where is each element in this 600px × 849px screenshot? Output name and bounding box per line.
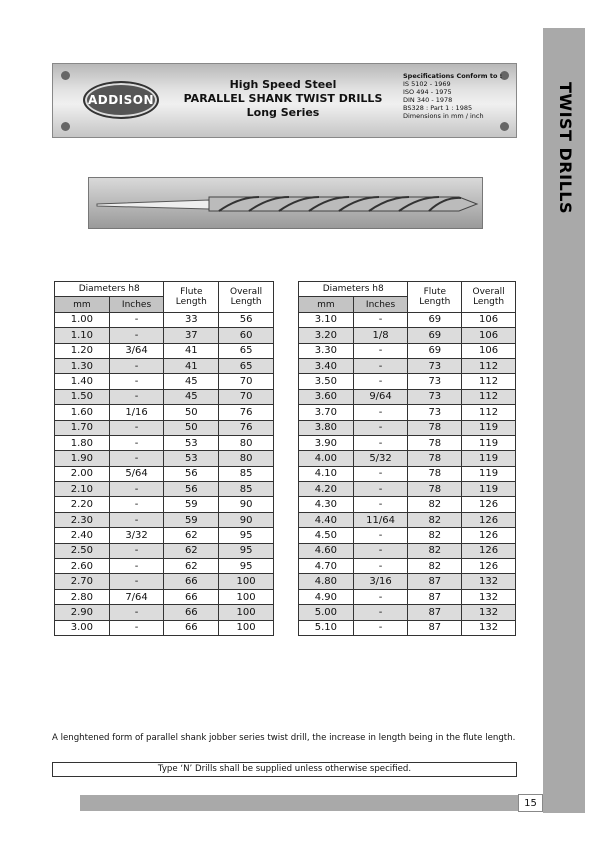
cell-mm: 4.30 bbox=[299, 497, 354, 512]
cell-mm: 2.60 bbox=[55, 559, 110, 574]
cell-flute: 59 bbox=[164, 512, 219, 527]
page-number: 15 bbox=[518, 794, 543, 812]
cell-overall: 126 bbox=[462, 543, 516, 558]
table-row bbox=[55, 543, 274, 558]
cell-flute: 62 bbox=[164, 528, 219, 543]
footer-bar bbox=[80, 795, 543, 811]
cell-flute: 45 bbox=[164, 374, 219, 389]
cell-inches: - bbox=[109, 559, 164, 574]
cell-inches: - bbox=[353, 420, 408, 435]
cell-overall: 106 bbox=[462, 343, 516, 358]
table-row bbox=[55, 620, 274, 635]
cell-flute: 59 bbox=[164, 497, 219, 512]
cell-mm: 3.70 bbox=[299, 405, 354, 420]
cell-inches: 3/64 bbox=[109, 343, 164, 358]
cell-overall: 95 bbox=[219, 528, 274, 543]
cell-flute: 78 bbox=[408, 466, 462, 481]
cell-mm: 3.50 bbox=[299, 374, 354, 389]
spec-line: BS328 : Part 1 : 1985 bbox=[403, 104, 473, 112]
cell-flute: 41 bbox=[164, 358, 219, 373]
cell-flute: 87 bbox=[408, 574, 462, 589]
cell-flute: 73 bbox=[408, 389, 462, 404]
cell-inches: 3/16 bbox=[353, 574, 408, 589]
cell-mm: 1.80 bbox=[55, 435, 110, 450]
cell-mm: 1.90 bbox=[55, 451, 110, 466]
cell-inches: - bbox=[353, 405, 408, 420]
cell-inches: - bbox=[109, 482, 164, 497]
col-inches: Inches bbox=[353, 297, 408, 312]
cell-mm: 2.00 bbox=[55, 466, 110, 481]
spec-line: DIN 340 - 1978 bbox=[403, 96, 453, 104]
cell-overall: 70 bbox=[219, 374, 274, 389]
cell-mm: 2.80 bbox=[55, 589, 110, 604]
cell-overall: 85 bbox=[219, 466, 274, 481]
cell-mm: 3.40 bbox=[299, 358, 354, 373]
cell-mm: 1.60 bbox=[55, 405, 110, 420]
cell-overall: 132 bbox=[462, 620, 516, 635]
table-row bbox=[299, 543, 516, 558]
cell-overall: 70 bbox=[219, 389, 274, 404]
cell-inches: 3/32 bbox=[109, 528, 164, 543]
table-row bbox=[299, 497, 516, 512]
cell-flute: 53 bbox=[164, 451, 219, 466]
table-row bbox=[299, 420, 516, 435]
table-row bbox=[55, 482, 274, 497]
cell-overall: 106 bbox=[462, 328, 516, 343]
cell-mm: 5.10 bbox=[299, 620, 354, 635]
cell-inches: - bbox=[109, 435, 164, 450]
cell-inches: - bbox=[353, 435, 408, 450]
cell-mm: 4.70 bbox=[299, 559, 354, 574]
cell-flute: 82 bbox=[408, 497, 462, 512]
cell-mm: 2.10 bbox=[55, 482, 110, 497]
cell-flute: 82 bbox=[408, 512, 462, 527]
cell-mm: 1.50 bbox=[55, 389, 110, 404]
table-row bbox=[55, 497, 274, 512]
table-row bbox=[299, 435, 516, 450]
cell-flute: 78 bbox=[408, 451, 462, 466]
screw-icon bbox=[500, 122, 509, 131]
cell-mm: 5.00 bbox=[299, 605, 354, 620]
cell-flute: 87 bbox=[408, 589, 462, 604]
cell-overall: 90 bbox=[219, 497, 274, 512]
table-row bbox=[55, 589, 274, 604]
cell-flute: 53 bbox=[164, 435, 219, 450]
cell-overall: 76 bbox=[219, 405, 274, 420]
cell-flute: 78 bbox=[408, 420, 462, 435]
table-row bbox=[299, 466, 516, 481]
col-flute-length: Flute Length bbox=[408, 282, 462, 313]
table-row bbox=[55, 343, 274, 358]
cell-mm: 3.30 bbox=[299, 343, 354, 358]
cell-mm: 3.60 bbox=[299, 389, 354, 404]
cell-inches: 1/8 bbox=[353, 328, 408, 343]
cell-overall: 100 bbox=[219, 589, 274, 604]
table-row bbox=[55, 328, 274, 343]
cell-overall: 106 bbox=[462, 312, 516, 327]
table-row bbox=[55, 559, 274, 574]
table-row bbox=[299, 374, 516, 389]
table-row bbox=[55, 451, 274, 466]
cell-flute: 69 bbox=[408, 328, 462, 343]
cell-overall: 119 bbox=[462, 451, 516, 466]
cell-flute: 37 bbox=[164, 328, 219, 343]
table-row bbox=[299, 389, 516, 404]
screw-icon bbox=[61, 71, 70, 80]
cell-overall: 65 bbox=[219, 343, 274, 358]
table-row bbox=[299, 451, 516, 466]
cell-flute: 73 bbox=[408, 374, 462, 389]
table-row bbox=[299, 589, 516, 604]
cell-overall: 112 bbox=[462, 389, 516, 404]
cell-inches: - bbox=[353, 605, 408, 620]
cell-overall: 100 bbox=[219, 620, 274, 635]
table-row bbox=[55, 312, 274, 327]
col-mm: mm bbox=[55, 297, 110, 312]
cell-flute: 33 bbox=[164, 312, 219, 327]
cell-overall: 132 bbox=[462, 589, 516, 604]
table-row bbox=[55, 466, 274, 481]
cell-inches: - bbox=[109, 605, 164, 620]
cell-overall: 56 bbox=[219, 312, 274, 327]
cell-inches: 5/32 bbox=[353, 451, 408, 466]
cell-overall: 90 bbox=[219, 512, 274, 527]
cell-inches: - bbox=[109, 497, 164, 512]
spec-line: Dimensions in mm / inch bbox=[403, 112, 484, 120]
cell-inches: - bbox=[109, 451, 164, 466]
cell-overall: 95 bbox=[219, 559, 274, 574]
cell-mm: 4.50 bbox=[299, 528, 354, 543]
cell-flute: 82 bbox=[408, 559, 462, 574]
note-box: Type ‘N’ Drills shall be supplied unless otherwise specified. bbox=[52, 762, 517, 777]
cell-flute: 66 bbox=[164, 620, 219, 635]
screw-icon bbox=[61, 122, 70, 131]
table-row bbox=[55, 358, 274, 373]
cell-mm: 3.80 bbox=[299, 420, 354, 435]
footnote: A lenghtened form of parallel shank jobber series twist drill, the increase in length being in the flute length. bbox=[52, 733, 516, 743]
table-row bbox=[55, 435, 274, 450]
cell-mm: 3.10 bbox=[299, 312, 354, 327]
col-diameters: Diameters h8 bbox=[55, 282, 164, 297]
cell-overall: 126 bbox=[462, 559, 516, 574]
col-inches: Inches bbox=[109, 297, 164, 312]
cell-flute: 87 bbox=[408, 620, 462, 635]
cell-overall: 119 bbox=[462, 482, 516, 497]
cell-overall: 85 bbox=[219, 482, 274, 497]
cell-inches: - bbox=[109, 389, 164, 404]
cell-flute: 50 bbox=[164, 405, 219, 420]
cell-inches: - bbox=[353, 589, 408, 604]
table-row bbox=[55, 574, 274, 589]
cell-inches: - bbox=[353, 543, 408, 558]
cell-inches: - bbox=[109, 543, 164, 558]
cell-inches: - bbox=[109, 358, 164, 373]
cell-inches: - bbox=[353, 559, 408, 574]
cell-flute: 69 bbox=[408, 312, 462, 327]
cell-mm: 1.00 bbox=[55, 312, 110, 327]
spec-line: IS 5102 - 1969 bbox=[403, 80, 451, 88]
table-row bbox=[299, 405, 516, 420]
cell-inches: - bbox=[353, 620, 408, 635]
spec-line: ISO 494 - 1975 bbox=[403, 88, 452, 96]
col-overall-length: Overall Length bbox=[219, 282, 274, 313]
cell-mm: 1.10 bbox=[55, 328, 110, 343]
specifications bbox=[403, 72, 502, 120]
cell-inches: - bbox=[353, 374, 408, 389]
table-row bbox=[55, 605, 274, 620]
table-row bbox=[55, 405, 274, 420]
col-diameters: Diameters h8 bbox=[299, 282, 408, 297]
cell-mm: 1.70 bbox=[55, 420, 110, 435]
cell-inches: - bbox=[109, 312, 164, 327]
cell-inches: - bbox=[353, 497, 408, 512]
twist-drill-icon bbox=[89, 178, 482, 228]
cell-overall: 126 bbox=[462, 528, 516, 543]
cell-flute: 56 bbox=[164, 466, 219, 481]
cell-overall: 132 bbox=[462, 605, 516, 620]
cell-overall: 80 bbox=[219, 435, 274, 450]
cell-overall: 119 bbox=[462, 420, 516, 435]
cell-mm: 3.20 bbox=[299, 328, 354, 343]
cell-flute: 62 bbox=[164, 543, 219, 558]
cell-overall: 126 bbox=[462, 512, 516, 527]
cell-flute: 56 bbox=[164, 482, 219, 497]
cell-mm: 4.90 bbox=[299, 589, 354, 604]
cell-overall: 126 bbox=[462, 497, 516, 512]
cell-mm: 1.40 bbox=[55, 374, 110, 389]
cell-overall: 112 bbox=[462, 374, 516, 389]
cell-inches: - bbox=[353, 312, 408, 327]
cell-flute: 87 bbox=[408, 605, 462, 620]
table-row bbox=[299, 358, 516, 373]
cell-flute: 73 bbox=[408, 405, 462, 420]
cell-flute: 82 bbox=[408, 528, 462, 543]
cell-inches: - bbox=[353, 466, 408, 481]
cell-inches: - bbox=[353, 343, 408, 358]
table-row bbox=[299, 343, 516, 358]
cell-inches: - bbox=[109, 512, 164, 527]
col-overall-length: Overall Length bbox=[462, 282, 516, 313]
col-flute-length: Flute Length bbox=[164, 282, 219, 313]
cell-flute: 73 bbox=[408, 358, 462, 373]
cell-flute: 50 bbox=[164, 420, 219, 435]
cell-overall: 95 bbox=[219, 543, 274, 558]
cell-inches: - bbox=[353, 482, 408, 497]
cell-mm: 2.40 bbox=[55, 528, 110, 543]
cell-mm: 4.40 bbox=[299, 512, 354, 527]
sidebar-title: TWIST DRILLS bbox=[556, 82, 575, 214]
cell-flute: 69 bbox=[408, 343, 462, 358]
specs-title: Specifications Conform to : bbox=[403, 72, 503, 80]
cell-mm: 4.20 bbox=[299, 482, 354, 497]
cell-overall: 100 bbox=[219, 574, 274, 589]
cell-inches: 9/64 bbox=[353, 389, 408, 404]
table-row bbox=[55, 420, 274, 435]
cell-mm: 2.30 bbox=[55, 512, 110, 527]
title-line-3: Long Series bbox=[246, 106, 320, 119]
cell-flute: 66 bbox=[164, 574, 219, 589]
cell-flute: 45 bbox=[164, 389, 219, 404]
table-row bbox=[299, 528, 516, 543]
cell-mm: 4.00 bbox=[299, 451, 354, 466]
cell-flute: 82 bbox=[408, 543, 462, 558]
table-row bbox=[299, 512, 516, 527]
cell-flute: 41 bbox=[164, 343, 219, 358]
twist-drill-photo bbox=[88, 177, 483, 229]
table-row bbox=[299, 482, 516, 497]
cell-inches: 1/16 bbox=[109, 405, 164, 420]
table-row bbox=[55, 374, 274, 389]
page-title bbox=[173, 78, 393, 120]
cell-inches: - bbox=[109, 328, 164, 343]
title-line-2: PARALLEL SHANK TWIST DRILLS bbox=[183, 92, 383, 105]
cell-mm: 1.20 bbox=[55, 343, 110, 358]
cell-overall: 112 bbox=[462, 358, 516, 373]
cell-mm: 2.20 bbox=[55, 497, 110, 512]
table-row bbox=[55, 528, 274, 543]
table-row bbox=[299, 559, 516, 574]
table-row bbox=[55, 389, 274, 404]
table-row bbox=[55, 512, 274, 527]
title-line-1: High Speed Steel bbox=[229, 78, 337, 91]
cell-inches: 7/64 bbox=[109, 589, 164, 604]
table-row bbox=[299, 605, 516, 620]
cell-mm: 2.90 bbox=[55, 605, 110, 620]
cell-overall: 65 bbox=[219, 358, 274, 373]
cell-overall: 76 bbox=[219, 420, 274, 435]
cell-inches: - bbox=[353, 358, 408, 373]
cell-flute: 62 bbox=[164, 559, 219, 574]
table-row bbox=[299, 328, 516, 343]
cell-inches: - bbox=[109, 574, 164, 589]
table-row bbox=[299, 312, 516, 327]
cell-overall: 80 bbox=[219, 451, 274, 466]
table-row bbox=[299, 574, 516, 589]
addison-logo: ADDISON bbox=[83, 81, 159, 119]
cell-inches: - bbox=[109, 420, 164, 435]
cell-mm: 1.30 bbox=[55, 358, 110, 373]
cell-overall: 60 bbox=[219, 328, 274, 343]
cell-flute: 66 bbox=[164, 589, 219, 604]
cell-inches: 5/64 bbox=[109, 466, 164, 481]
cell-mm: 4.80 bbox=[299, 574, 354, 589]
cell-mm: 4.10 bbox=[299, 466, 354, 481]
col-mm: mm bbox=[299, 297, 354, 312]
cell-inches: - bbox=[353, 528, 408, 543]
cell-overall: 132 bbox=[462, 574, 516, 589]
header-plate bbox=[52, 63, 517, 138]
cell-flute: 78 bbox=[408, 435, 462, 450]
cell-mm: 2.70 bbox=[55, 574, 110, 589]
cell-inches: - bbox=[109, 374, 164, 389]
cell-inches: 11/64 bbox=[353, 512, 408, 527]
cell-overall: 119 bbox=[462, 435, 516, 450]
cell-mm: 4.60 bbox=[299, 543, 354, 558]
cell-overall: 112 bbox=[462, 405, 516, 420]
drill-table-left bbox=[54, 281, 274, 636]
table-row bbox=[299, 620, 516, 635]
cell-mm: 3.90 bbox=[299, 435, 354, 450]
cell-mm: 2.50 bbox=[55, 543, 110, 558]
cell-inches: - bbox=[109, 620, 164, 635]
cell-mm: 3.00 bbox=[55, 620, 110, 635]
drill-table-right bbox=[298, 281, 516, 636]
cell-flute: 66 bbox=[164, 605, 219, 620]
cell-overall: 119 bbox=[462, 466, 516, 481]
cell-flute: 78 bbox=[408, 482, 462, 497]
cell-overall: 100 bbox=[219, 605, 274, 620]
